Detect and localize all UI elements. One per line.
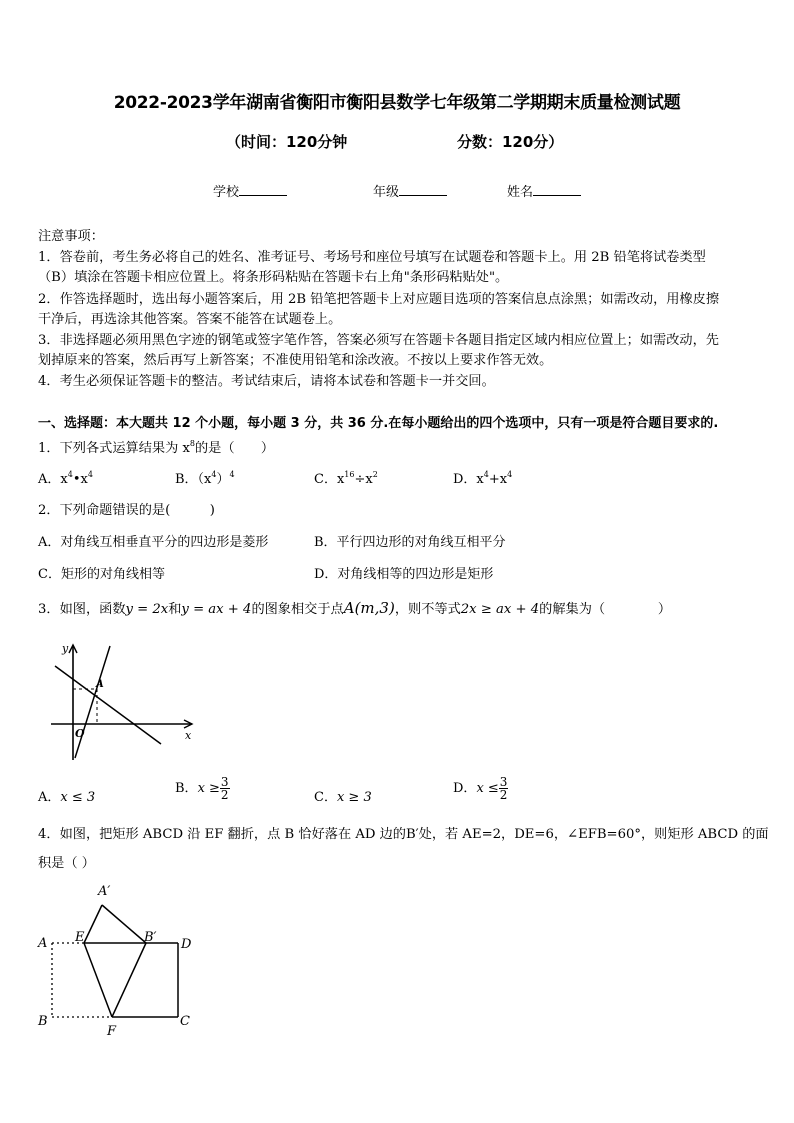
q2-option-b: B．平行四边形的对角线互相平分 (314, 535, 506, 550)
time-info: （时间：120分钟 (226, 133, 348, 151)
q1-option-d: D．$x^4+x^4$ (453, 470, 513, 487)
label-a: A (38, 936, 48, 951)
q3-graph (48, 640, 198, 765)
q4-stem-line-2: 积是（ ） (38, 856, 95, 871)
origin-label: O (75, 727, 85, 740)
q3-stem: 3．如图，函数y = 2x和y = ax + 4的图象相交于点A(m,3)，则不等式2x ≥ ax + 4的解集为（ ） (38, 599, 672, 617)
q3-option-c: C．x ≥ 3 (314, 790, 372, 805)
q1-stem: 1．下列各式运算结果为 $x^8$的是（ ） (38, 439, 275, 456)
q3-option-d: D．x ≤ $\frac{3}{2}$ (453, 775, 508, 802)
point-a-label: A (96, 679, 104, 690)
notice-line: （B）填涂在答题卡相应位置上。将条形码粘贴在答题卡右上角"条形码粘贴处"。 (38, 270, 509, 285)
q4-stem-line-1: 4．如图，把矩形 ABCD 沿 EF 翻折，点 B 恰好落在 AD 边的B′处，若 AE=2，DE=6，∠EFB=60°，则矩形 ABCD 的面 (38, 827, 769, 842)
school-blank (239, 183, 287, 196)
grade-blank (399, 183, 447, 196)
grade-field (373, 181, 447, 200)
q3-point: A(m,3) (343, 599, 395, 617)
label-a-prime: A′ (98, 884, 111, 899)
q3-function-1: y = 2x (125, 602, 169, 617)
notice-line: 划掉原来的答案，然后再写上新答案；不准使用铅笔和涂改液。不按以上要求作答无效。 (38, 353, 553, 368)
notice-line: 4．考生必须保证答题卡的整洁。考试结束后，请将本试卷和答题卡一并交回。 (38, 374, 495, 389)
q2-option-d: D．对角线相等的四边形是矩形 (314, 567, 494, 582)
q4-figure (30, 875, 210, 1043)
label-e: E (75, 930, 85, 945)
name-label: 姓名 (507, 185, 534, 200)
x-axis-label: x (185, 729, 192, 742)
section-heading: 一、选择题：本大题共 12 个小题，每小题 3 分，共 36 分.在每小题给出的四个选项中，只有一项是符合题目要求的. (38, 416, 719, 431)
q3-inequality: 2x ≥ ax + 4 (460, 602, 540, 617)
q2-stem: 2．下列命题错误的是( ) (38, 503, 215, 518)
q2-option-c: C．矩形的对角线相等 (38, 567, 165, 582)
q3-option-b: B．x ≥ $\frac{3}{2}$ (175, 775, 229, 802)
q3-function-2: y = ax + 4 (181, 602, 252, 617)
notice-line: 3．非选择题必须用黑色字迹的钢笔或签字笔作答，答案必须写在答题卡各题目指定区域内相应位置上；如需改动，先 (38, 333, 719, 348)
notice-line: 2．作答选择题时，选出每小题答案后，用 2B 铅笔把答题卡上对应题目选项的答案信息点涂黑；如需改动，用橡皮擦 (38, 292, 720, 307)
y-axis-label: y (62, 642, 69, 655)
grade-label: 年级 (373, 185, 400, 200)
q1-option-a: A．$x^4•x^4$ (38, 470, 93, 487)
q2-option-a: A．对角线互相垂直平分的四边形是菱形 (38, 535, 269, 550)
label-f: F (107, 1024, 117, 1039)
q1-option-b: B．$(x^4)^4$ (175, 470, 235, 487)
score-info: 分数：120分） (457, 133, 564, 151)
notice-heading: 注意事项： (38, 229, 104, 244)
school-label: 学校 (213, 185, 240, 200)
name-field (507, 181, 581, 200)
name-blank (533, 183, 581, 196)
school-field (213, 181, 287, 200)
label-c: C (180, 1014, 190, 1029)
page-title: 2022-2023学年湖南省衡阳市衡阳县数学七年级第二学期期末质量检测试题 (113, 93, 681, 113)
label-b-prime: B′ (144, 930, 157, 945)
q1-option-c: C．$x^{16}\div x^2$ (314, 470, 378, 487)
label-d: D (181, 937, 192, 952)
notice-line: 1．答卷前，考生务必将自己的姓名、准考证号、考场号和座位号填写在试题卷和答题卡上。用 2B 铅笔将试卷类型 (38, 250, 706, 265)
notice-line: 干净后，再选涂其他答案。答案不能答在试题卷上。 (38, 312, 342, 327)
label-b: B (38, 1014, 48, 1029)
q3-option-a: A．x ≤ 3 (38, 790, 96, 805)
